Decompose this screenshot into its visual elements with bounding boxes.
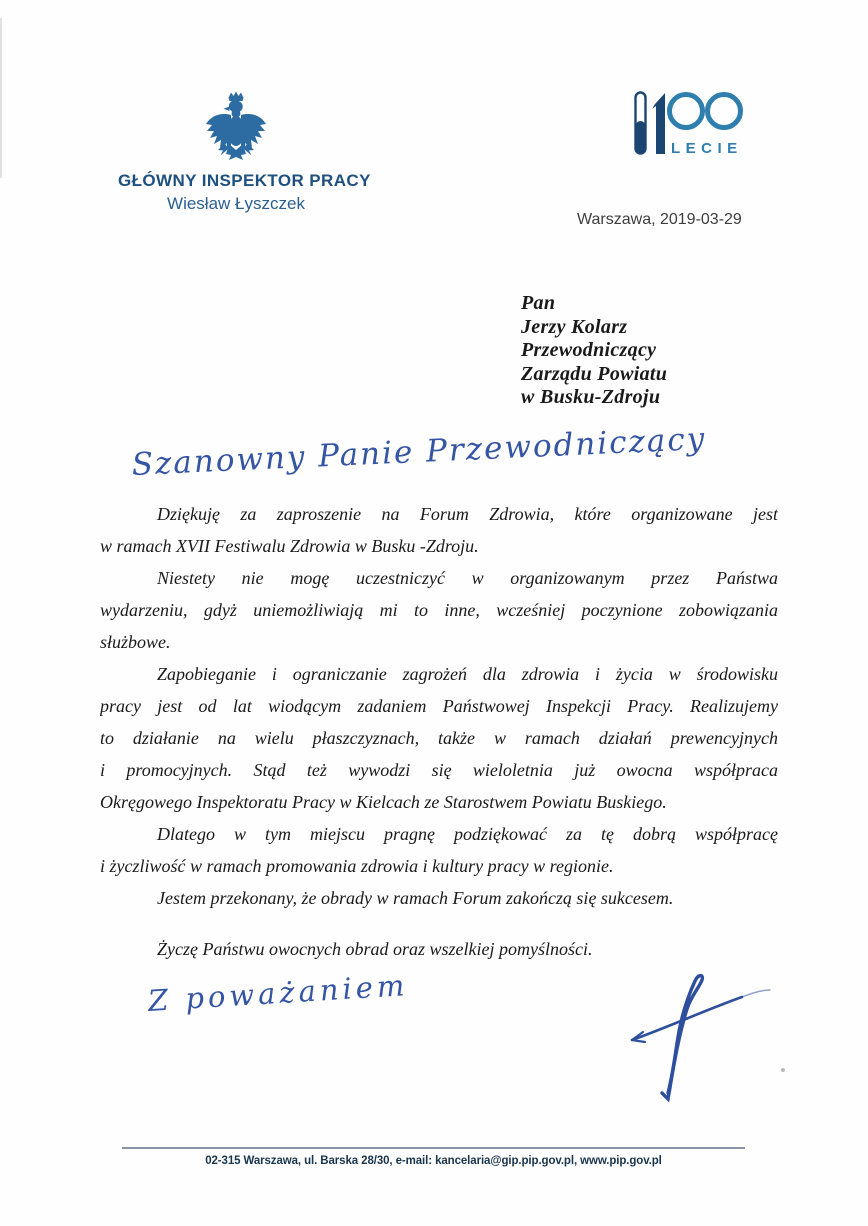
dateline: Warszawa, 2019-03-29 [577,211,742,228]
office-title: GŁÓWNY INSPEKTOR PRACY [118,171,371,190]
recipient-line: Pan [521,292,556,314]
recipient-line: Przewodniczący [521,339,657,362]
body-line: i promocyjnych. Stąd też wywodzi się wieloletnia już owocna współpraca [100,760,778,780]
handwritten-closing: Z poważaniem [147,968,410,1018]
centenary-100-lecie-logo-icon [634,91,746,157]
office-holder-name: Wiesław Łyszczek [167,194,305,213]
body-line: Dziękuję za zaproszenie na Forum Zdrowia, które organizowane jest [157,504,778,524]
scan-artifact-streak [0,18,2,178]
letter-body [100,498,778,965]
recipient-block [521,292,667,410]
body-line: Dlatego w tym miejscu pragnę podziękować za tę dobrą współpracę [157,824,778,844]
paragraph-gap [100,914,778,933]
body-line: Niestety nie mogę uczestniczyć w organizowanym przez Państwa [157,568,778,588]
body-line: służbowe. [100,632,171,652]
body-line: wydarzeniu, gdyż uniemożliwiają mi to inne, wcześniej poczynione zobowiązania [100,600,778,620]
letterhead [118,88,371,214]
body-line: w ramach XVII Festiwalu Zdrowia w Busku -Zdroju. [100,536,479,556]
recipient-line: Jerzy Kolarz [521,315,628,338]
footer-address: 02-315 Warszawa, ul. Barska 28/30, e-mail: kancelaria@gip.pip.gov.pl, www.pip.gov.pl [205,1155,662,1167]
signature-flourish-icon [618,952,818,1107]
polish-eagle-icon [204,88,268,164]
body-line: to działanie na wielu płaszczyznach, także w ramach działań prewencyjnych [100,728,778,748]
body-line: pracy jest od lat wiodącym zadaniem Państwowej Inspekcji Pracy. Realizujemy [100,696,778,716]
body-line: Okręgowego Inspektoratu Pracy w Kielcach ze Starostwem Powiatu Buskiego. [100,792,667,812]
body-line: i życzliwość w ramach promowania zdrowia i kultury pracy w regionie. [100,856,614,876]
footer-divider [122,1147,745,1149]
logo-caption: LECIE [671,140,743,157]
recipient-line: Zarządu Powiatu [521,362,668,385]
recipient-line: w Busku-Zdroju [521,386,661,409]
handwritten-greeting: Szanowny Panie Przewodniczący [131,420,707,483]
body-line: Życzę Państwu owocnych obrad oraz wszelkiej pomyślności. [157,939,593,959]
body-line: Jestem przekonany, że obrady w ramach Forum zakończą się sukcesem. [157,888,674,908]
body-line: Zapobieganie i ograniczanie zagrożeń dla zdrowia i życia w środowisku [157,664,778,684]
